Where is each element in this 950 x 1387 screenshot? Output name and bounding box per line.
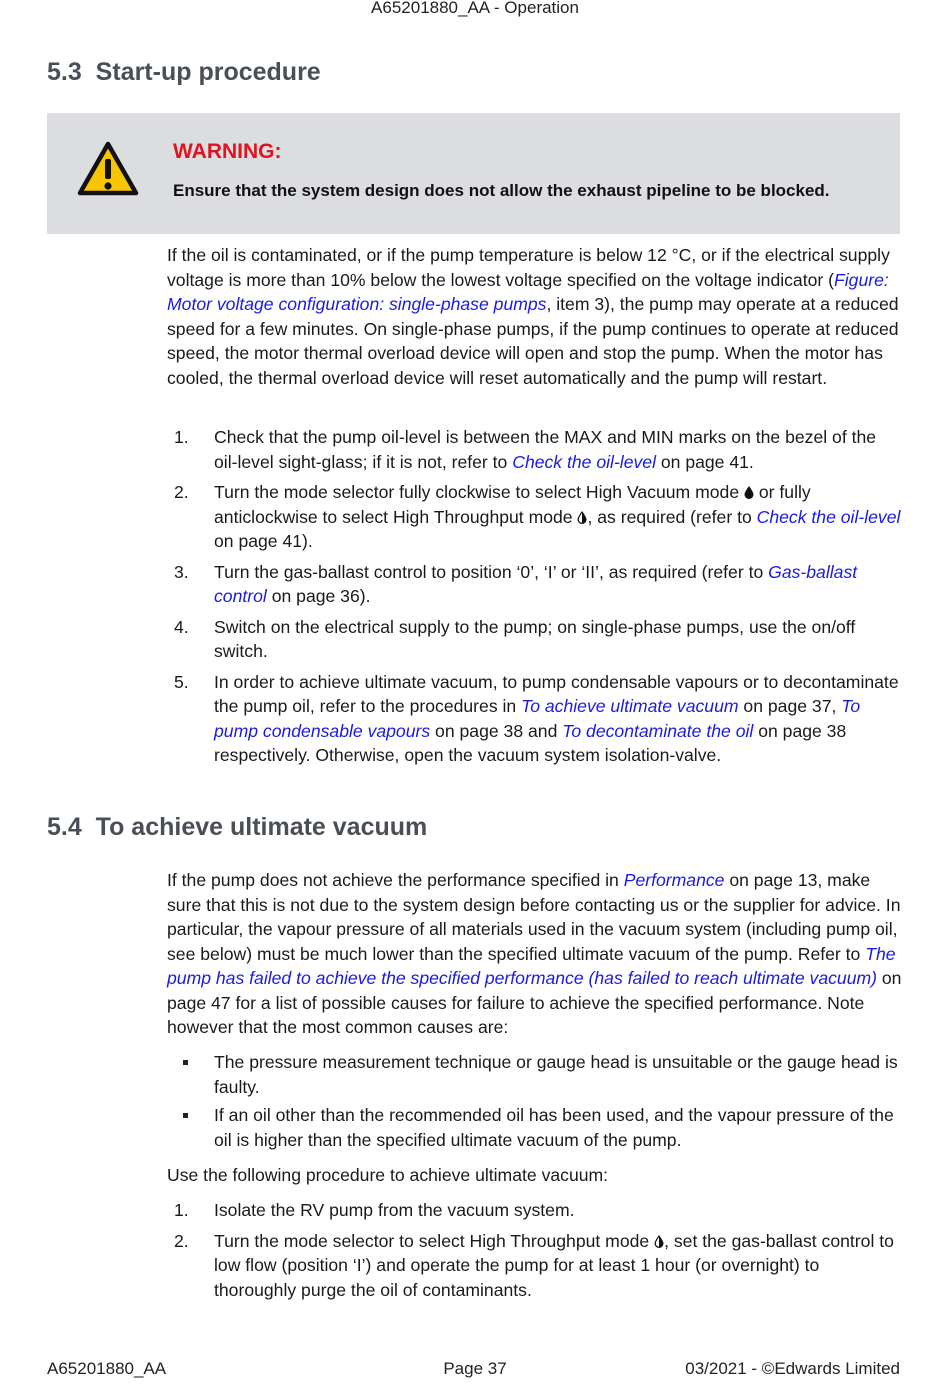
step-text: , as required (refer to (587, 506, 757, 527)
running-header: A65201880_AA - Operation (371, 0, 579, 17)
section-title: Start-up procedure (95, 58, 321, 86)
high-vacuum-mode-icon (744, 486, 754, 499)
startup-steps (167, 425, 902, 768)
check-oil-level-link[interactable]: Check the oil-level (756, 506, 901, 527)
intro-text: on page 47 for a list of possible causes for failure to achieve the specified performance. Note however that the most common causes are: (167, 968, 902, 1037)
step-text: Turn the mode selector to select High Throughput mode (214, 1230, 655, 1251)
step-text: Turn the mode selector fully clockwise to select High Vacuum mode (214, 482, 744, 502)
performance-link[interactable]: Performance (623, 870, 725, 890)
ultimate-steps (167, 1198, 902, 1302)
step-text: on page 36). (266, 586, 371, 606)
bullet-marker (183, 1113, 188, 1118)
section-number: 5.3 (47, 58, 82, 86)
warning-title: WARNING: (173, 140, 282, 163)
intro-text: If the pump does not achieve the performance specified in (167, 870, 624, 890)
footer-page-number: Page 37 (443, 1359, 507, 1378)
step-number: 1. (174, 427, 189, 447)
section-heading-5-4 (47, 813, 427, 842)
step-text: on page 38 respectively. Otherwise, open the vacuum system isolation-valve. (214, 720, 847, 765)
pump-condensable-vapours-link[interactable]: To pump condensable vapours (214, 696, 861, 741)
procedure-lead: Use the following procedure to achieve ultimate vacuum: (167, 1165, 609, 1185)
warning-box (47, 113, 900, 234)
warning-text: Ensure that the system design does not allow the exhaust pipeline to be blocked. (173, 181, 830, 200)
step-number: 5. (174, 671, 189, 692)
list-item (167, 560, 902, 609)
step-text: on page 41. (655, 451, 754, 472)
step-number: 2. (174, 1230, 189, 1251)
step-text: Check that the pump oil-level is between the MAX and MIN marks on the bezel of the oil-level sight-glass; if it is not, refer to (214, 427, 877, 472)
intro-text: on page 13, make sure that this is not due to the system design before contacting us or the supplier for advice. In particular, the vapour pressure of all materials used in the vacuum system (including pump oil, see below) must be much lower than the specified ultimate vacuum of the pump. Refer to (167, 870, 901, 964)
high-throughput-mode-icon (577, 511, 587, 524)
bullet-marker (183, 1060, 188, 1065)
step-text: or fully anticlockwise to select High Throughput mode (214, 482, 811, 527)
intro-text: , item 3), the pump may operate at a reduced speed for a few minutes. On single-phase pumps, if the pump continues to operate at reduced speed, the motor thermal overload device will open and stop the pump. When the motor has cooled, the thermal overload device will reset automatically and the pump will restart. (167, 294, 899, 388)
warning-triangle-icon (77, 141, 139, 197)
list-item (167, 1050, 902, 1099)
footer-copyright: 03/2021 - ©Edwards Limited (685, 1359, 900, 1378)
achieve-ultimate-vacuum-link[interactable]: To achieve ultimate vacuum (521, 696, 739, 716)
step-number: 4. (174, 616, 189, 637)
step-text: on page 38 and (430, 720, 563, 741)
ultimate-intro (167, 868, 902, 1040)
step-text: Isolate the RV pump from the vacuum system. (214, 1200, 575, 1220)
step-text: In order to achieve ultimate vacuum, to pump condensable vapours or to decontaminate the pump oil, refer to the procedures in (214, 671, 899, 716)
section-heading-5-3 (47, 58, 321, 87)
step-text: on page 41). (214, 531, 313, 551)
step-text: , set the gas-ballast control to low flow (position ‘I’) and operate the pump for at least 1 hour (or overnight) to thoroughly purge the oil of contaminants. (214, 1230, 894, 1300)
step-text: Switch on the electrical supply to the pump; on single-phase pumps, use the on/off switch. (214, 616, 856, 661)
bullet-text: The pressure measurement technique or gauge head is unsuitable or the gauge head is faulty. (214, 1052, 898, 1097)
section-number: 5.4 (47, 813, 82, 841)
failed-performance-link[interactable]: The pump has failed to achieve the specified performance (has failed to reach ultimate vacuum) (167, 943, 896, 988)
decontaminate-oil-link[interactable]: To decontaminate the oil (562, 720, 754, 741)
intro-text: If the oil is contaminated, or if the pump temperature is below 12 °C, or if the electrical supply voltage is more than 10% below the lowest voltage specified on the voltage indicator ( (167, 245, 890, 290)
bullet-text: If an oil other than the recommended oil has been used, and the vapour pressure of the oil is higher than the specified ultimate vacuum of the pump. (214, 1105, 894, 1150)
step-text: Turn the gas-ballast control to position ‘0’, ‘I’ or ‘II’, as required (refer to (214, 561, 769, 582)
list-item (167, 480, 902, 554)
list-item (167, 1198, 902, 1223)
list-item (167, 425, 902, 474)
gas-ballast-control-link[interactable]: Gas-ballast control (214, 561, 858, 606)
list-item (167, 1103, 902, 1152)
motor-voltage-figure-link[interactable]: Figure: Motor voltage configuration: single-phase pumps (167, 269, 889, 314)
check-oil-level-link[interactable]: Check the oil-level (512, 451, 656, 472)
step-number: 3. (174, 561, 189, 582)
step-number: 2. (174, 482, 189, 502)
high-throughput-mode-icon (654, 1235, 664, 1248)
list-item (167, 670, 902, 768)
step-text: on page 37, (738, 696, 842, 716)
list-item (167, 615, 902, 664)
list-item (167, 1229, 902, 1303)
footer-doc-id: A65201880_AA (47, 1359, 167, 1378)
startup-intro (167, 243, 902, 390)
step-number: 1. (174, 1200, 189, 1220)
section-title: To achieve ultimate vacuum (95, 813, 428, 841)
causes-list (167, 1050, 902, 1152)
